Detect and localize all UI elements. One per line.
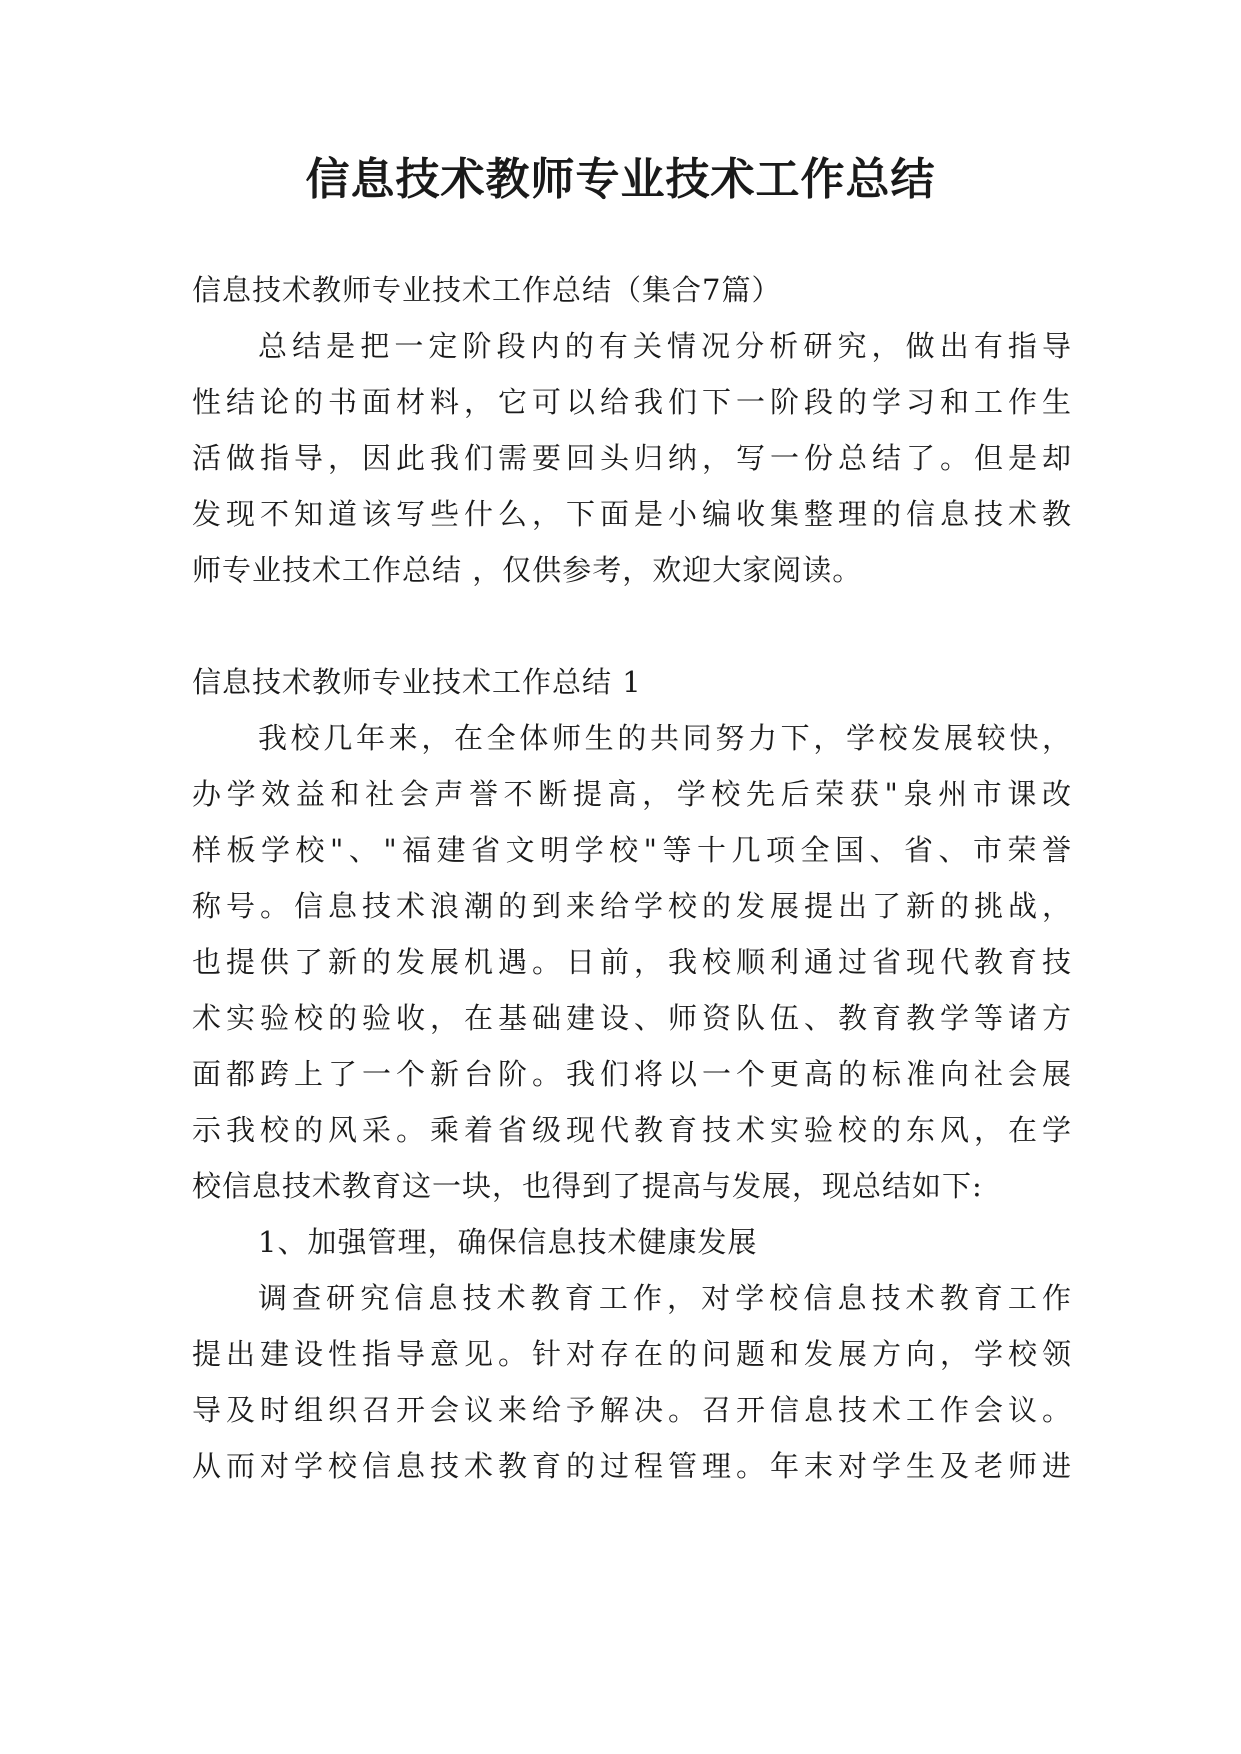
document-title: 信息技术教师专业技术工作总结 [305, 154, 936, 205]
paragraph-line: 提出建设性指导意见。针对存在的问题和发展方向，学校领 [192, 1337, 1072, 1371]
paragraph-line: 办学效益和社会声誉不断提高，学校先后荣获"泉州市课改 [192, 777, 1072, 811]
paragraph-line: 校信息技术教育这一块，也得到了提高与发展，现总结如下: [192, 1169, 983, 1203]
paragraph-line: 导及时组织召开会议来给予解决。召开信息技术工作会议。 [192, 1393, 1072, 1427]
paragraph-line: 也提供了新的发展机遇。日前，我校顺利通过省现代教育技 [192, 945, 1072, 979]
intro-paragraph [192, 318, 1072, 598]
section1-paragraph [192, 710, 1072, 1214]
point1-paragraph [192, 1270, 1072, 1494]
point-heading: 1、加强管理，确保信息技术健康发展 [258, 1225, 758, 1259]
document-subtitle: 信息技术教师专业技术工作总结（集合7篇） [192, 273, 782, 307]
section-heading: 信息技术教师专业技术工作总结 1 [192, 665, 642, 699]
paragraph-line: 称号。信息技术浪潮的到来给学校的发展提出了新的挑战， [192, 889, 1072, 923]
paragraph-line: 调查研究信息技术教育工作，对学校信息技术教育工作 [258, 1281, 1072, 1315]
paragraph-line: 示我校的风采。乘着省级现代教育技术实验校的东风，在学 [192, 1113, 1072, 1147]
paragraph-line: 术实验校的验收，在基础建设、师资队伍、教育教学等诸方 [192, 1001, 1072, 1035]
paragraph-line: 活做指导，因此我们需要回头归纳，写一份总结了。但是却 [192, 441, 1072, 475]
paragraph-line: 面都跨上了一个新台阶。我们将以一个更高的标准向社会展 [192, 1057, 1072, 1091]
paragraph-line: 性结论的书面材料，它可以给我们下一阶段的学习和工作生 [192, 385, 1072, 419]
document-body [192, 262, 1072, 1494]
paragraph-line: 总结是把一定阶段内的有关情况分析研究，做出有指导 [258, 329, 1072, 363]
paragraph-spacer [192, 598, 1072, 654]
paragraph-line: 发现不知道该写些什么，下面是小编收集整理的信息技术教 [192, 497, 1072, 531]
paragraph-line: 师专业技术工作总结 ，仅供参考，欢迎大家阅读。 [192, 553, 863, 587]
paragraph-line: 我校几年来，在全体师生的共同努力下，学校发展较快， [258, 721, 1072, 755]
paragraph-line: 样板学校"、"福建省文明学校"等十几项全国、省、市荣誉 [192, 833, 1072, 867]
paragraph-line: 从而对学校信息技术教育的过程管理。年末对学生及老师进 [192, 1449, 1072, 1483]
